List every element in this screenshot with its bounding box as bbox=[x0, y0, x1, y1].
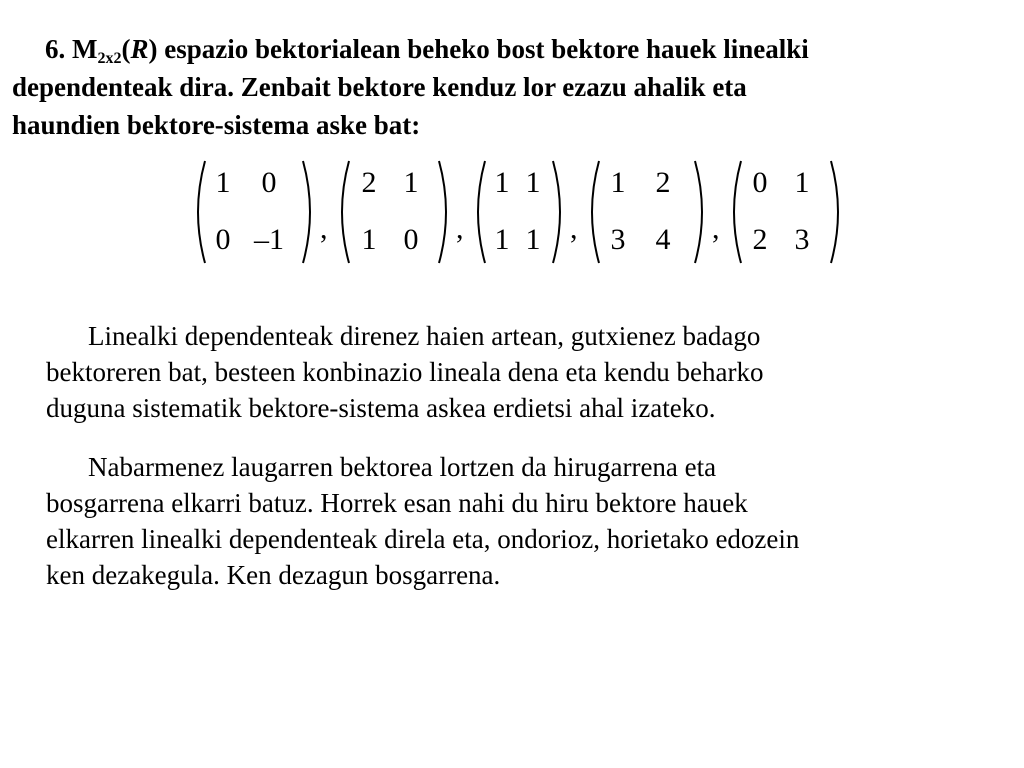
explanation-paragraph-1 bbox=[46, 318, 1006, 426]
left-paren-icon bbox=[724, 157, 744, 267]
problem-line-1 bbox=[12, 30, 1017, 68]
paragraph-line: bosgarrena elkarri batuz. Horrek esan nahi du hiru bektore hauek bbox=[46, 488, 748, 518]
matrix-2 bbox=[332, 154, 456, 269]
matrix-cell: –1 bbox=[254, 223, 284, 256]
problem-statement bbox=[12, 30, 1017, 144]
matrix-separator: , bbox=[712, 211, 720, 245]
paragraph-line: elkarren linealki dependenteak direla eta, ondorioz, horietako edozein bbox=[46, 524, 800, 554]
matrix-1 bbox=[188, 154, 320, 269]
matrix-cell: 1 bbox=[610, 166, 626, 199]
paren-close: ) bbox=[148, 34, 158, 64]
paragraph-line-text: Nabarmenez laugarren bektorea lortzen da hirugarrena eta bbox=[88, 452, 717, 482]
matrix-cell: 0 bbox=[261, 166, 277, 199]
matrix-cell: 0 bbox=[403, 223, 419, 256]
matrix-cell: 2 bbox=[361, 166, 377, 199]
left-paren-icon bbox=[332, 157, 352, 267]
right-paren-icon bbox=[550, 157, 570, 267]
left-paren-icon bbox=[468, 157, 488, 267]
explanation-paragraph-2 bbox=[46, 449, 1006, 593]
matrix-cells bbox=[208, 155, 300, 269]
matrix-cell: 1 bbox=[794, 166, 810, 199]
matrix-cells bbox=[602, 155, 692, 269]
matrix-cell: 1 bbox=[525, 223, 541, 256]
matrix-cell: 1 bbox=[494, 223, 510, 256]
matrix-separator: , bbox=[320, 211, 328, 245]
left-paren-icon bbox=[188, 157, 208, 267]
matrix-cells bbox=[744, 155, 828, 269]
matrix-cell: 0 bbox=[752, 166, 768, 199]
matrix-cell: 0 bbox=[215, 223, 231, 256]
matrix-cell: 1 bbox=[494, 166, 510, 199]
matrix-cell: 1 bbox=[215, 166, 231, 199]
paragraph-line bbox=[46, 318, 1006, 354]
matrix-space-subscript: 2x2 bbox=[97, 50, 122, 67]
right-paren-icon bbox=[300, 157, 320, 267]
right-paren-icon bbox=[828, 157, 848, 267]
field-symbol: R bbox=[130, 34, 149, 64]
paragraph-line-text: Linealki dependenteak direnez haien artean, gutxienez badago bbox=[88, 321, 761, 351]
matrix-cells bbox=[352, 155, 436, 269]
matrix-cell: 2 bbox=[752, 223, 768, 256]
problem-line-3: haundien bektore-sistema aske bat: bbox=[12, 110, 421, 140]
paragraph-line bbox=[46, 449, 1006, 485]
matrix-3 bbox=[468, 154, 570, 269]
problem-line-1-text: espazio bektorialean beheko bost bektore hauek linealki bbox=[157, 34, 809, 64]
left-paren-icon bbox=[582, 157, 602, 267]
matrix-cell: 2 bbox=[655, 166, 671, 199]
right-paren-icon bbox=[436, 157, 456, 267]
paragraph-line: ken dezakegula. Ken dezagun bosgarrena. bbox=[46, 560, 501, 590]
matrix-separator: , bbox=[456, 211, 464, 245]
matrix-5 bbox=[724, 154, 848, 269]
right-paren-icon bbox=[692, 157, 712, 267]
matrix-cell: 3 bbox=[610, 223, 626, 256]
paragraph-line: duguna sistematik bektore-sistema askea erdietsi ahal izateko. bbox=[46, 393, 716, 423]
matrix-cell: 4 bbox=[655, 223, 671, 256]
problem-number: 6. M bbox=[45, 34, 98, 64]
matrix-4 bbox=[582, 154, 712, 269]
problem-line-2: dependenteak dira. Zenbait bektore kenduz lor ezazu ahalik eta bbox=[12, 72, 747, 102]
matrix-cell: 1 bbox=[525, 166, 541, 199]
matrix-cell: 1 bbox=[361, 223, 377, 256]
paragraph-line: bektoreren bat, besteen konbinazio lineala dena eta kendu beharko bbox=[46, 357, 764, 387]
matrix-cell: 1 bbox=[403, 166, 419, 199]
paren-open: ( bbox=[121, 34, 131, 64]
matrix-cell: 3 bbox=[794, 223, 810, 256]
matrix-cells bbox=[488, 155, 550, 269]
matrix-list bbox=[188, 154, 848, 269]
matrix-separator: , bbox=[570, 211, 578, 245]
